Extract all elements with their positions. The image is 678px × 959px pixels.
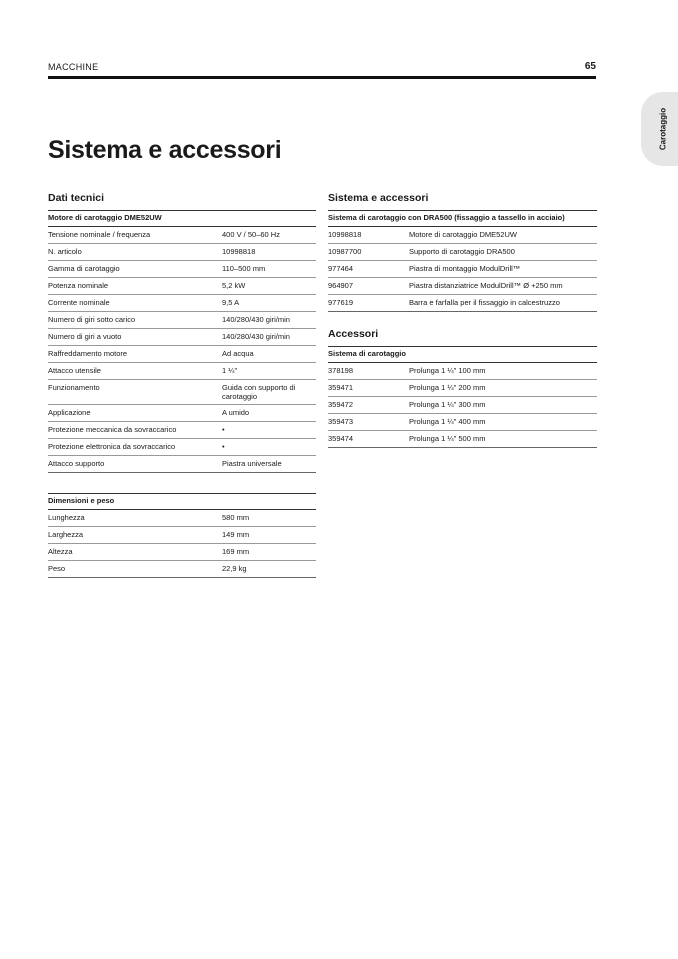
row-value: Piastra di montaggio ModulDrill™ [409, 264, 521, 273]
row-value: A umido [222, 408, 250, 417]
row-label: Attacco supporto [48, 459, 105, 468]
table-row [48, 329, 316, 346]
table-row [48, 544, 316, 561]
row-label: 359473 [328, 417, 354, 426]
row-label: Peso [48, 564, 66, 573]
row-value: Piastra universale [222, 459, 282, 468]
table-row [328, 227, 597, 244]
table-row [328, 414, 597, 431]
row-value: 140/280/430 giri/min [222, 332, 290, 341]
row-label: 964907 [328, 281, 354, 290]
row-value: • [222, 425, 225, 434]
row-label: 10987700 [328, 247, 362, 256]
row-label: 10998818 [328, 230, 362, 239]
table-title: Sistema di carotaggio [328, 347, 597, 363]
technical-data-heading: Dati tecnici [48, 192, 105, 204]
row-value: Motore di carotaggio DME52UW [409, 230, 517, 239]
table-row [48, 527, 316, 544]
table-row [328, 380, 597, 397]
table-row [328, 295, 597, 311]
row-value: Prolunga 1 ¼" 400 mm [409, 417, 486, 426]
row-value: 110–500 mm [222, 264, 266, 273]
table-row [328, 363, 597, 380]
row-label: 977619 [328, 298, 354, 307]
row-label: Lunghezza [48, 513, 85, 522]
row-value: 10998818 [222, 247, 256, 256]
left-column [48, 190, 316, 586]
row-label: Protezione elettronica da sovraccarico [48, 442, 176, 451]
accessories-heading: Accessori [328, 328, 379, 340]
table-row [328, 431, 597, 447]
page-number: 65 [584, 61, 596, 72]
table-row [48, 380, 316, 405]
page-title: Sistema e accessori [48, 136, 282, 164]
table-row [48, 405, 316, 422]
table-row [328, 244, 597, 261]
row-label: Corrente nominale [48, 298, 110, 307]
table-title: Sistema di carotaggio con DRA500 (fissaggio a tassello in acciaio) [328, 211, 597, 227]
row-value: 169 mm [222, 547, 250, 556]
table-title: Motore di carotaggio DME52UW [48, 211, 316, 227]
row-value: 149 mm [222, 530, 250, 539]
header-rule [48, 76, 596, 79]
table-row [48, 278, 316, 295]
row-value: Prolunga 1 ¼" 200 mm [409, 383, 486, 392]
row-label: Raffreddamento motore [48, 349, 128, 358]
side-tab-label: Carotaggio [658, 107, 668, 151]
table-title: Dimensioni e peso [48, 494, 316, 510]
row-value: Prolunga 1 ¼" 100 mm [409, 366, 486, 375]
row-label: Applicazione [48, 408, 91, 417]
table-row [48, 227, 316, 244]
dimensions-table [48, 493, 316, 578]
row-value: Piastra distanziatrice ModulDrill™ Ø +250 mm [409, 281, 563, 290]
row-value: 140/280/430 giri/min [222, 315, 290, 324]
row-value: 5,2 kW [222, 281, 246, 290]
table-row [328, 261, 597, 278]
row-label: 359471 [328, 383, 354, 392]
row-label: Protezione meccanica da sovraccarico [48, 425, 177, 434]
row-value: Prolunga 1 ¼" 500 mm [409, 434, 486, 443]
row-value: Prolunga 1 ¼" 300 mm [409, 400, 486, 409]
table-row [48, 295, 316, 312]
table-row [328, 278, 597, 295]
row-label: Funzionamento [48, 383, 100, 392]
row-value: Barra e farfalla per il fissaggio in calcestruzzo [409, 298, 560, 307]
row-label: 378198 [328, 366, 354, 375]
row-label: Tensione nominale / frequenza [48, 230, 151, 239]
table-row [48, 510, 316, 527]
row-label: 359474 [328, 434, 354, 443]
row-value: Supporto di carotaggio DRA500 [409, 247, 515, 256]
row-value: 400 V / 50–60 Hz [222, 230, 280, 239]
row-label: Larghezza [48, 530, 84, 539]
table-row [48, 261, 316, 278]
table-row [48, 561, 316, 577]
row-label: Altezza [48, 547, 73, 556]
row-label: Gamma di carotaggio [48, 264, 120, 273]
row-label: Numero di giri sotto carico [48, 315, 136, 324]
row-value: 1 ¼" [222, 366, 238, 375]
row-value: Guida con supporto di carotaggio [222, 383, 296, 401]
table-row [48, 244, 316, 261]
row-label: N. articolo [48, 247, 82, 256]
row-label: Potenza nominale [48, 281, 109, 290]
motor-specs-table [48, 210, 316, 473]
system-accessories-heading: Sistema e accessori [328, 192, 429, 204]
row-label: Attacco utensile [48, 366, 101, 375]
row-value: • [222, 442, 225, 451]
table-row [48, 363, 316, 380]
row-value: Ad acqua [222, 349, 254, 358]
row-label: Numero di giri a vuoto [48, 332, 122, 341]
accessories-table [328, 346, 597, 448]
row-value: 9,5 A [222, 298, 240, 307]
row-label: 977464 [328, 264, 354, 273]
table-row [328, 397, 597, 414]
header-section-label: MACCHINE [48, 62, 99, 72]
table-row [48, 456, 316, 472]
side-tab [641, 92, 678, 166]
table-row [48, 422, 316, 439]
row-value: 22,9 kg [222, 564, 247, 573]
row-label: 359472 [328, 400, 354, 409]
right-column [328, 190, 597, 456]
table-row [48, 346, 316, 363]
row-value: 580 mm [222, 513, 250, 522]
table-row [48, 439, 316, 456]
table-row [48, 312, 316, 329]
system-table [328, 210, 597, 312]
